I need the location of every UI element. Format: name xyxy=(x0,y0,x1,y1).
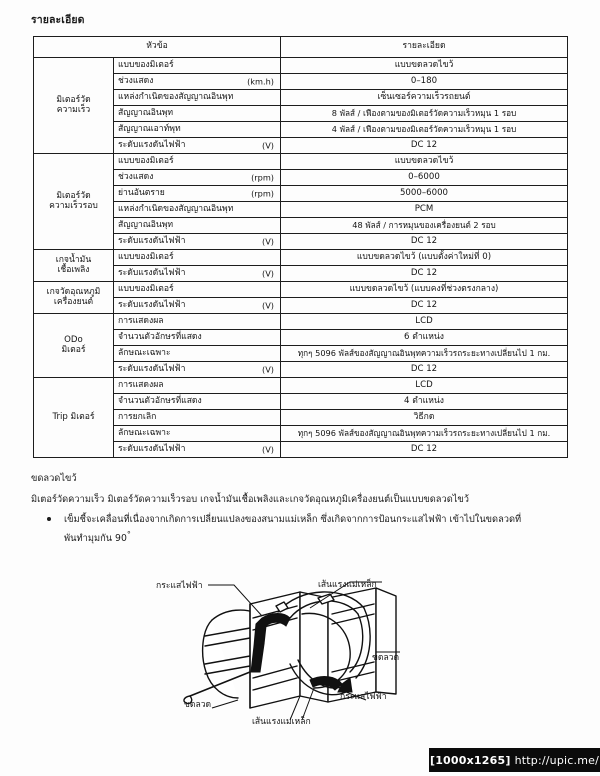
table-row xyxy=(34,362,568,378)
detail-value: ทุกๆ 5096 พัลส์ของสัญญาณอินพุทความเร็วรถระยะทางเปลี่ยนไป 1 กม. xyxy=(281,346,568,362)
table-row xyxy=(34,410,568,426)
table-row xyxy=(34,90,568,106)
item-unit: (rpm) xyxy=(251,187,274,198)
table-row xyxy=(34,170,568,186)
item-text: ระดับแรงดันไฟฟ้า xyxy=(118,139,186,150)
item-unit: (V) xyxy=(262,139,274,150)
degree-symbol-icon: ° xyxy=(126,530,131,540)
table-row xyxy=(34,138,568,154)
column-header-topic: หัวข้อ xyxy=(34,37,281,58)
item-unit: (V) xyxy=(262,267,274,278)
specification-table xyxy=(33,36,568,458)
item-text: ระดับแรงดันไฟฟ้า xyxy=(118,299,186,310)
table-row xyxy=(34,74,568,90)
item-label xyxy=(114,282,281,298)
table-row xyxy=(34,154,568,170)
diagram-label-magnetic-flux-bottom: เส้นแรงแม่เหล็ก xyxy=(252,717,311,727)
detail-value: 4 พัลส์ / เฟืองตามของมิเตอร์วัดความเร็วหมุน 1 รอบ xyxy=(281,122,568,138)
detail-value: 6 ตำแหน่ง xyxy=(281,330,568,346)
table-row xyxy=(34,330,568,346)
bullet-line-1: เข็มชี้จะเคลื่อนที่เนื่องจากเกิดการเปลี่ยนแปลงของสนามแม่เหล็ก ซึ่งเกิดจากการป้อนกระแสไฟฟ้า เข้าไปในขดลวดที่ xyxy=(64,514,522,525)
item-text: สัญญาณอินพุท xyxy=(118,219,174,230)
group-label-line2: เครื่องยนต์ xyxy=(53,296,94,307)
item-text: การยกเลิก xyxy=(118,411,157,422)
item-label xyxy=(114,330,281,346)
item-text: แบบของมิเตอร์ xyxy=(118,59,174,70)
group-label-trip-meter xyxy=(34,378,114,458)
item-label xyxy=(114,74,281,90)
diagram-label-coil-right: ขดลวด xyxy=(372,653,400,663)
item-unit: (V) xyxy=(262,299,274,310)
item-unit: (V) xyxy=(262,443,274,454)
detail-value: วิธีกด xyxy=(281,410,568,426)
group-label-line1: Trip มิเตอร์ xyxy=(52,411,95,422)
table-row xyxy=(34,250,568,266)
bullet-line-2: พันทำมุมกัน 90 xyxy=(64,533,127,545)
item-text: การแสดงผล xyxy=(118,315,164,326)
table-row xyxy=(34,282,568,298)
item-text: สัญญาณอินพุท xyxy=(118,107,174,118)
intro-paragraph: มิเตอร์วัดความเร็ว มิเตอร์วัดความเร็วรอบ เกจน้ำมันเชื้อเพลิงและเกจวัดอุณหภูมิเครื่องยนต์เป็นแบบขดลวดไขว้ xyxy=(31,494,470,505)
item-label xyxy=(114,442,281,458)
item-label xyxy=(114,346,281,362)
item-label xyxy=(114,234,281,250)
group-label-line2: มิเตอร์ xyxy=(61,344,86,355)
detail-value: 8 พัลส์ / เฟืองตามของมิเตอร์วัดความเร็วหมุน 1 รอบ xyxy=(281,106,568,122)
table-row xyxy=(34,378,568,394)
table-row xyxy=(34,122,568,138)
group-label-temperature-gauge xyxy=(34,282,114,314)
group-label-line1: มิเตอร์วัด xyxy=(56,190,91,201)
item-label xyxy=(114,154,281,170)
item-label xyxy=(114,58,281,74)
detail-value: เซ็นเซอร์ความเร็วรถยนต์ xyxy=(281,90,568,106)
group-label-odo-meter xyxy=(34,314,114,378)
detail-value: 4 ตำแหน่ง xyxy=(281,394,568,410)
item-label xyxy=(114,218,281,234)
group-label-tachometer xyxy=(34,154,114,250)
item-text: จำนวนตัวอักษรที่แสดง xyxy=(118,331,202,342)
item-text: แบบของมิเตอร์ xyxy=(118,283,174,294)
item-label xyxy=(114,122,281,138)
item-label xyxy=(114,266,281,282)
item-label xyxy=(114,138,281,154)
item-label xyxy=(114,394,281,410)
item-text: ระดับแรงดันไฟฟ้า xyxy=(118,363,186,374)
detail-value: PCM xyxy=(281,202,568,218)
page-title: รายละเอียด xyxy=(31,14,85,26)
item-text: ลักษณะเฉพาะ xyxy=(118,427,171,438)
group-label-line2: ความเร็วรอบ xyxy=(49,200,98,211)
item-text: แหล่งกำเนิดของสัญญาณอินพุท xyxy=(118,203,234,214)
table-row xyxy=(34,426,568,442)
item-text: จำนวนตัวอักษรที่แสดง xyxy=(118,395,202,406)
item-text: ระดับแรงดันไฟฟ้า xyxy=(118,267,186,278)
item-text: สัญญาณเอาท์พุท xyxy=(118,123,181,134)
bullet-dot-icon xyxy=(47,517,51,521)
item-unit: (km.h) xyxy=(247,75,274,86)
detail-value: 48 พัลส์ / การหมุนของเครื่องยนต์ 2 รอบ xyxy=(281,218,568,234)
watermark-dimensions: [1000x1265] xyxy=(429,753,511,767)
item-label xyxy=(114,202,281,218)
detail-value: DC 12 xyxy=(281,298,568,314)
detail-value: 0–6000 xyxy=(281,170,568,186)
detail-value: แบบขดลวดไขว้ (แบบตั้งค่าใหม่ที่ 0) xyxy=(281,250,568,266)
group-label-line2: ความเร็ว xyxy=(56,104,91,115)
table-row xyxy=(34,298,568,314)
item-unit: (rpm) xyxy=(251,171,274,182)
table-row xyxy=(34,106,568,122)
group-label-line1: เกจน้ำมัน xyxy=(55,254,92,265)
table-row xyxy=(34,314,568,330)
table-header-row xyxy=(34,37,568,58)
group-label-line1: ODo xyxy=(64,334,83,345)
table-row xyxy=(34,266,568,282)
item-text: แบบของมิเตอร์ xyxy=(118,251,174,262)
item-text: ช่วงแสดง xyxy=(118,171,154,182)
item-label xyxy=(114,362,281,378)
item-label xyxy=(114,314,281,330)
table-row xyxy=(34,186,568,202)
item-label xyxy=(114,186,281,202)
item-text: ย่านอันตราย xyxy=(118,187,165,198)
item-label xyxy=(114,106,281,122)
detail-value: LCD xyxy=(281,314,568,330)
subsection-caption-crossed-coil: ขดลวดไขว้ xyxy=(31,473,77,484)
item-label xyxy=(114,250,281,266)
bullet-list-item xyxy=(47,512,567,548)
item-text: ลักษณะเฉพาะ xyxy=(118,347,171,358)
diagram-label-current-top: กระแสไฟฟ้า xyxy=(156,581,203,591)
item-text: การแสดงผล xyxy=(118,379,164,390)
item-label xyxy=(114,90,281,106)
detail-value: แบบขดลวดไขว้ xyxy=(281,58,568,74)
item-text: ระดับแรงดันไฟฟ้า xyxy=(118,235,186,246)
item-label xyxy=(114,170,281,186)
item-text: ระดับแรงดันไฟฟ้า xyxy=(118,443,186,454)
group-label-line1: มิเตอร์วัด xyxy=(56,94,91,105)
item-label xyxy=(114,298,281,314)
detail-value: DC 12 xyxy=(281,234,568,250)
watermark-banner xyxy=(429,748,600,772)
table-row xyxy=(34,58,568,74)
detail-value: DC 12 xyxy=(281,138,568,154)
detail-value: 5000–6000 xyxy=(281,186,568,202)
detail-value: 0–180 xyxy=(281,74,568,90)
detail-value: แบบขดลวดไขว้ xyxy=(281,154,568,170)
table-row xyxy=(34,234,568,250)
detail-value: LCD xyxy=(281,378,568,394)
table-row xyxy=(34,346,568,362)
item-unit: (V) xyxy=(262,363,274,374)
table-row xyxy=(34,442,568,458)
detail-value: ทุกๆ 5096 พัลส์ของสัญญาณอินพุทความเร็วรถระยะทางเปลี่ยนไป 1 กม. xyxy=(281,426,568,442)
group-label-speedometer xyxy=(34,58,114,154)
column-header-detail: รายละเอียด xyxy=(281,37,568,58)
watermark-url: http://upic.me/ xyxy=(514,753,600,767)
item-label xyxy=(114,378,281,394)
diagram-label-current-bottom-right: กระแสไฟฟ้า xyxy=(340,692,387,702)
item-text: ช่วงแสดง xyxy=(118,75,154,86)
item-text: แบบของมิเตอร์ xyxy=(118,155,174,166)
group-label-line1: เกจวัดอุณหภูมิ xyxy=(46,286,101,297)
diagram-label-coil-left: ขดลวด xyxy=(184,700,212,710)
diagram-label-magnetic-flux-top: เส้นแรงแม่เหล็ก xyxy=(318,580,377,590)
item-label xyxy=(114,410,281,426)
item-text: แหล่งกำเนิดของสัญญาณอินพุท xyxy=(118,91,234,102)
specification-table-container xyxy=(33,36,567,458)
group-label-fuel-gauge xyxy=(34,250,114,282)
detail-value: แบบขดลวดไขว้ (แบบคงที่ช่วงตรงกลาง) xyxy=(281,282,568,298)
table-row xyxy=(34,202,568,218)
table-row xyxy=(34,394,568,410)
detail-value: DC 12 xyxy=(281,266,568,282)
bullet-body xyxy=(64,512,521,548)
item-unit: (V) xyxy=(262,235,274,246)
group-label-line2: เชื้อเพลิง xyxy=(57,264,90,275)
item-label xyxy=(114,426,281,442)
detail-value: DC 12 xyxy=(281,442,568,458)
table-row xyxy=(34,218,568,234)
detail-value: DC 12 xyxy=(281,362,568,378)
